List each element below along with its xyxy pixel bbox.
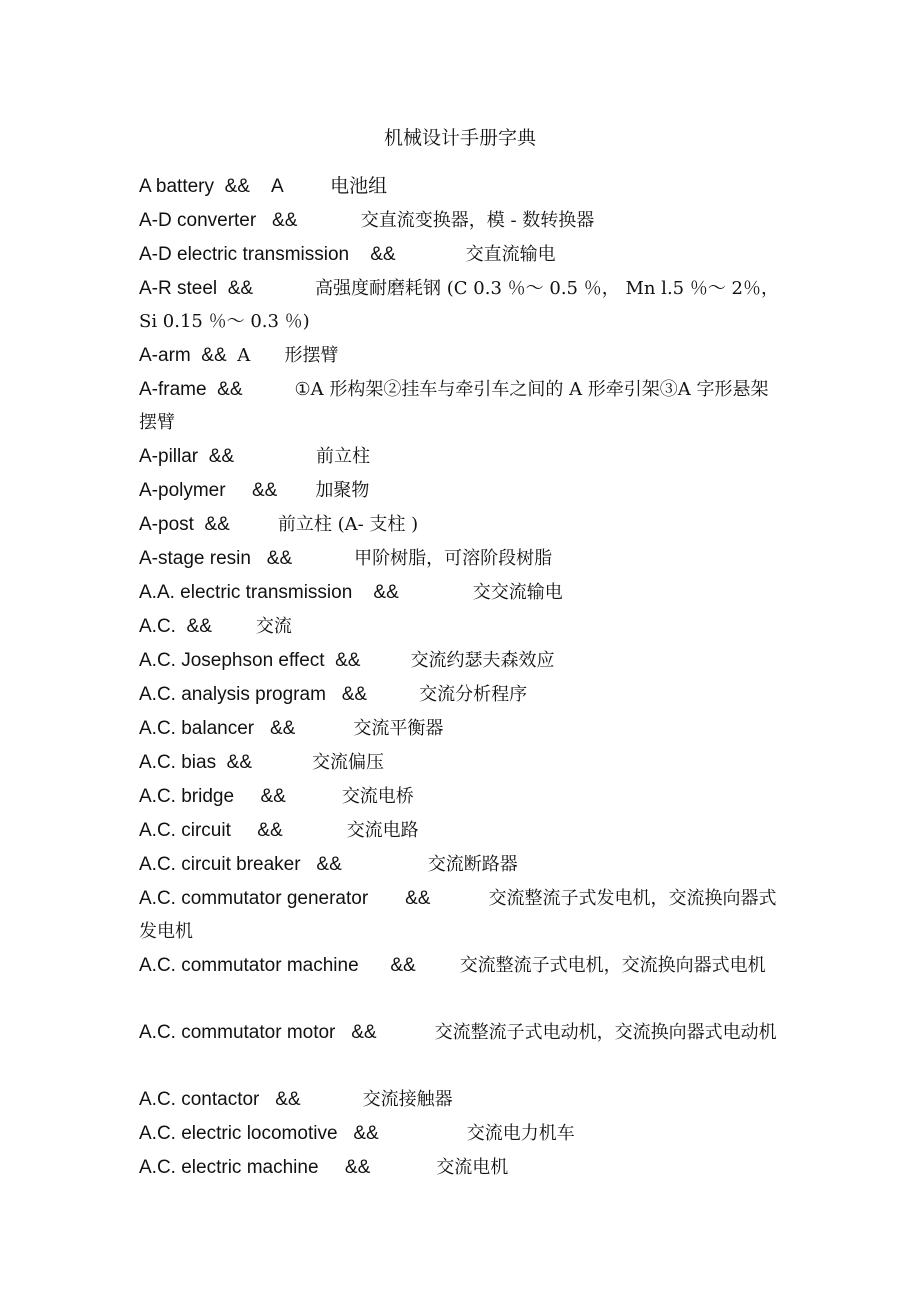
list-item (139, 746, 779, 780)
entry-separator: && (335, 650, 361, 671)
page-title: 机械设计手册字典 (383, 127, 536, 149)
entry-definition: 交流整流子式电动机，交流换向器式电动机 (434, 1022, 777, 1043)
list-item (139, 272, 779, 339)
entry-term: A.C. commutator generator (139, 888, 369, 909)
list-item (139, 644, 779, 678)
entry-term: A.C. electric locomotive (139, 1123, 338, 1144)
entry-term: A.C. balancer (139, 718, 255, 739)
entry-definition: 高强度耐磨耗钢 (C 0.3 ％～ 0.5 ％， Mn l.5 ％～ 2％， Si 0.15 ％～ 0.3 ％) (139, 278, 780, 332)
entry-term: A.C. Josephson effect (139, 650, 325, 671)
entry-separator: && (201, 345, 227, 366)
entry-separator: && (353, 1123, 379, 1144)
entry-term: A-arm (139, 345, 191, 366)
entry-term: A.C. commutator motor (139, 1022, 336, 1043)
entry-definition: 甲阶树脂，可溶阶段树脂 (354, 548, 553, 569)
entry-definition: 交流 (255, 616, 292, 637)
list-item (139, 508, 779, 542)
entry-term: A-stage resin (139, 548, 251, 569)
entry-term: A.C. commutator machine (139, 955, 359, 976)
entry-definition: 交流电桥 (341, 786, 414, 807)
entry-term: A.C. bias (139, 752, 217, 773)
entry-definition: ①A 形构架②挂车与牵引车之间的 A 形牵引架③A 字形悬架摆臂 (139, 379, 769, 433)
entry-definition: 交流偏压 (312, 752, 385, 773)
list-item (139, 474, 779, 508)
entry-separator: && (370, 244, 396, 265)
entry-definition: 交流约瑟夫森效应 (410, 650, 555, 671)
entry-separator: && (351, 1022, 377, 1043)
entry-separator: && (405, 888, 431, 909)
list-item (139, 1016, 779, 1083)
entry-separator: && (373, 582, 399, 603)
entry-definition: A 形摆臂 (237, 345, 339, 366)
entry-definition: 交流电机 (436, 1157, 509, 1178)
entry-separator: && (186, 616, 212, 637)
list-item (139, 373, 779, 440)
entry-definition: 交直流变换器，模 - 数转换器 (360, 210, 595, 231)
entry-definition: 交流断路器 (427, 854, 518, 875)
entry-term: A-polymer (139, 480, 226, 501)
list-item (139, 949, 779, 1016)
entry-separator: && (251, 480, 278, 501)
entry-definition: 交流电力机车 (466, 1123, 575, 1144)
list-item (139, 339, 779, 373)
entry-separator: && (260, 786, 286, 807)
entry-term: A.C. (139, 616, 176, 637)
entry-term: A battery (139, 176, 214, 197)
list-item (139, 238, 779, 272)
entry-term: A.C. analysis program (139, 684, 326, 705)
list-item (139, 542, 779, 576)
entry-separator: && (272, 210, 298, 231)
entry-list (139, 170, 779, 1185)
list-item (139, 1117, 779, 1151)
entry-definition: A 电池组 (271, 176, 388, 197)
list-item (139, 610, 779, 644)
list-item (139, 848, 779, 882)
entry-separator: && (266, 548, 293, 569)
list-item (139, 814, 779, 848)
entry-separator: && (257, 820, 283, 841)
entry-separator: && (224, 176, 250, 197)
entry-separator: && (341, 684, 368, 705)
list-item (139, 1083, 779, 1117)
entry-separator: && (226, 752, 253, 773)
list-item (139, 1151, 779, 1185)
entry-term: A-pillar (139, 446, 199, 467)
entry-definition: 前立柱 (316, 446, 371, 467)
entry-term: A-R steel (139, 278, 218, 299)
entry-definition: 交流整流子式发电机，交流换向器式发电机 (139, 888, 777, 942)
list-item (139, 204, 779, 238)
entry-separator: && (227, 278, 254, 299)
entry-definition: 交流电路 (346, 820, 419, 841)
entry-separator: && (344, 1157, 371, 1178)
entry-term: A.C. contactor (139, 1089, 260, 1110)
entry-term: A.C. electric machine (139, 1157, 319, 1178)
list-item (139, 170, 779, 204)
entry-separator: && (275, 1089, 301, 1110)
entry-definition: 交直流输电 (465, 244, 556, 265)
entry-term: A-D converter (139, 210, 257, 231)
entry-term: A-D electric transmission (139, 244, 350, 265)
entry-term: A.C. circuit breaker (139, 854, 301, 875)
list-item (139, 576, 779, 610)
entry-term: A.C. bridge (139, 786, 235, 807)
list-item (139, 780, 779, 814)
entry-term: A-post (139, 514, 194, 535)
entry-term: A-frame (139, 379, 207, 400)
entry-definition: 前立柱 (A- 支柱 ) (277, 514, 419, 535)
entry-definition: 交流平衡器 (353, 718, 444, 739)
entry-definition: 交流接触器 (362, 1089, 453, 1110)
entry-definition: 交流整流子式电机，交流换向器式电机 (459, 955, 766, 976)
entry-definition: 交交流输电 (472, 582, 563, 603)
entry-separator: && (390, 955, 416, 976)
entry-separator: && (204, 514, 230, 535)
list-item (139, 678, 779, 712)
entry-definition: 交流分析程序 (419, 684, 528, 705)
entry-term: A.C. circuit (139, 820, 231, 841)
list-item (139, 712, 779, 746)
list-item (139, 440, 779, 474)
entry-separator: && (316, 854, 342, 875)
entry-separator: && (269, 718, 296, 739)
entry-separator: && (208, 446, 235, 467)
entry-separator: && (217, 379, 243, 400)
list-item (139, 882, 779, 949)
entry-term: A.A. electric transmission (139, 582, 353, 603)
entry-definition: 加聚物 (315, 480, 370, 501)
